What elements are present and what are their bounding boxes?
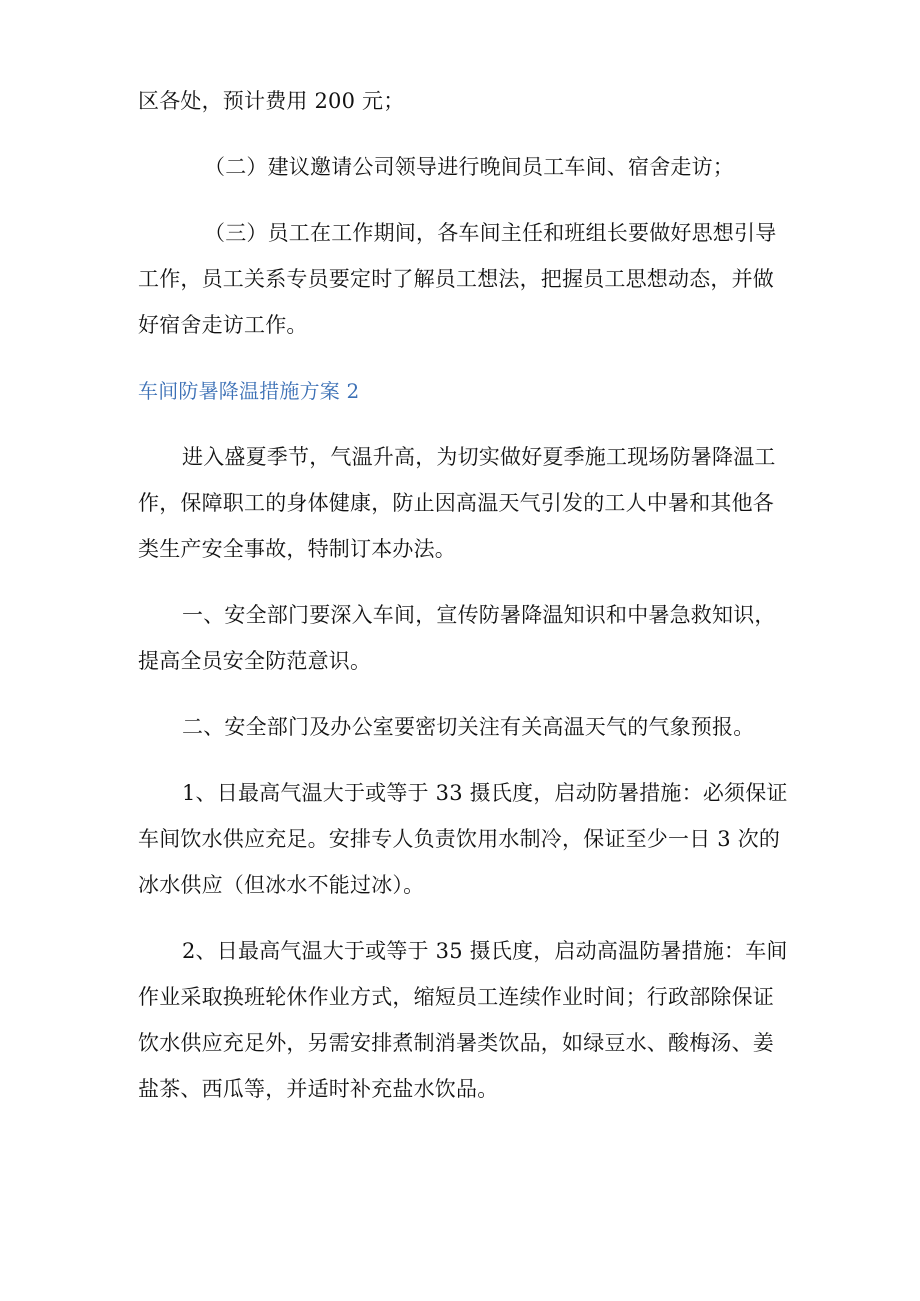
section-heading: 车间防暑降温措施方案 2 [138,379,360,403]
paragraph-item-2: （二）建议邀请公司领导进行晚间员工车间、宿舍走访； [204,155,734,179]
paragraph-item-3: （三）员工在工作期间，各车间主任和班组长要做好思想引导工作，员工关系专员要定时了解员工想法，把握员工思想动态，并做好宿舍走访工作。 [138,221,777,337]
paragraph-sub-1: 1、日最高气温大于或等于 33 摄氏度，启动防暑措施：必须保证车间饮水供应充足。安排专人负责饮用水制冷，保证至少一日 3 次的冰水供应（但冰水不能过冰）。 [138,781,788,897]
paragraph-intro: 进入盛夏季节，气温升高，为切实做好夏季施工现场防暑降温工作，保障职工的身体健康，防止因高温天气引发的工人中暑和其他各类生产安全事故，特制订本办法。 [138,445,776,561]
paragraph-point-2: 二、安全部门及办公室要密切关注有关高温天气的气象预报。 [182,715,755,739]
paragraph-cost: 区各处，预计费用 200 元； [138,89,405,113]
paragraph-sub-2: 2、日最高气温大于或等于 35 摄氏度，启动高温防暑措施：车间作业采取换班轮休作业方式，缩短员工连续作业时间；行政部除保证饮水供应充足外，另需安排煮制消暑类饮品，如绿豆水、酸梅汤、姜盐茶、西瓜等，并适时补充盐水饮品。 [138,939,788,1101]
document-body [138,78,790,1132]
paragraph-point-1: 一、安全部门要深入车间，宣传防暑降温知识和中暑急救知识，提高全员安全防范意识。 [138,603,776,673]
